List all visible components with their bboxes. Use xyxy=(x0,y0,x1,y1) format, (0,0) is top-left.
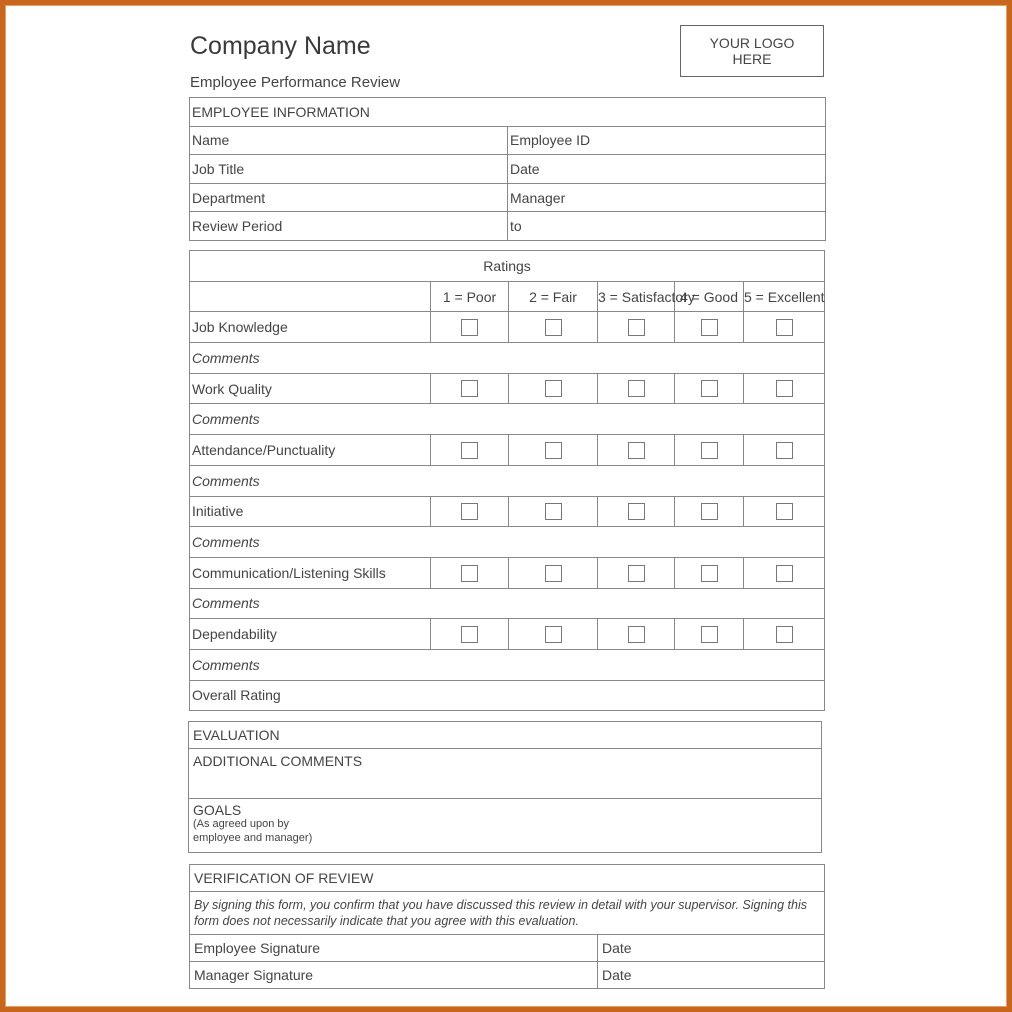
criterion-label: Initiative xyxy=(190,496,431,527)
comments-field[interactable]: Comments xyxy=(190,404,825,435)
rating-checkbox[interactable] xyxy=(461,565,478,582)
form-title: Employee Performance Review xyxy=(190,74,401,91)
rating-level-4: 4 = Good xyxy=(675,281,744,312)
ratings-header-blank xyxy=(190,281,431,312)
comments-field[interactable]: Comments xyxy=(190,527,825,558)
rating-checkbox[interactable] xyxy=(701,442,718,459)
rating-checkbox[interactable] xyxy=(545,503,562,520)
evaluation-heading: EVALUATION xyxy=(189,722,822,749)
rating-level-1: 1 = Poor xyxy=(431,281,509,312)
rating-checkbox[interactable] xyxy=(701,380,718,397)
date-field[interactable]: Date xyxy=(508,155,826,184)
logo-placeholder xyxy=(680,25,824,77)
rating-checkbox[interactable] xyxy=(461,626,478,643)
additional-comments-field[interactable]: ADDITIONAL COMMENTS xyxy=(189,749,822,799)
employee-signature-field[interactable]: Employee Signature xyxy=(190,935,598,962)
rating-checkbox[interactable] xyxy=(545,442,562,459)
overall-rating-field[interactable]: Overall Rating xyxy=(190,680,825,711)
criterion-row xyxy=(190,312,825,343)
logo-text: YOUR LOGO HERE xyxy=(709,35,795,67)
manager-signature-field[interactable]: Manager Signature xyxy=(190,962,598,989)
criterion-row xyxy=(190,435,825,466)
criterion-label: Work Quality xyxy=(190,373,431,404)
rating-checkbox[interactable] xyxy=(776,380,793,397)
rating-level-2: 2 = Fair xyxy=(509,281,598,312)
comments-field[interactable]: Comments xyxy=(190,649,825,680)
rating-checkbox[interactable] xyxy=(628,565,645,582)
criterion-label: Attendance/Punctuality xyxy=(190,435,431,466)
criterion-row xyxy=(190,496,825,527)
rating-checkbox[interactable] xyxy=(628,503,645,520)
rating-checkbox[interactable] xyxy=(776,565,793,582)
rating-checkbox[interactable] xyxy=(545,380,562,397)
criterion-label: Job Knowledge xyxy=(190,312,431,343)
rating-checkbox[interactable] xyxy=(628,319,645,336)
goals-label: GOALS xyxy=(193,802,242,818)
criterion-label: Communication/Listening Skills xyxy=(190,557,431,588)
company-name: Company Name xyxy=(190,32,371,60)
employee-signature-date-field[interactable]: Date xyxy=(598,935,825,962)
rating-checkbox[interactable] xyxy=(545,319,562,336)
rating-level-3: 3 = Satisfactory xyxy=(598,281,675,312)
rating-checkbox[interactable] xyxy=(628,380,645,397)
manager-field[interactable]: Manager xyxy=(508,183,826,212)
goals-note-line2: employee and manager) xyxy=(193,832,313,844)
rating-checkbox[interactable] xyxy=(776,442,793,459)
rating-checkbox[interactable] xyxy=(776,503,793,520)
rating-checkbox[interactable] xyxy=(701,319,718,336)
job-title-field[interactable]: Job Title xyxy=(190,155,508,184)
review-period-end-field[interactable]: to xyxy=(508,212,826,241)
employee-id-field[interactable]: Employee ID xyxy=(508,126,826,155)
criterion-row xyxy=(190,373,825,404)
verification-table xyxy=(189,864,825,989)
rating-checkbox[interactable] xyxy=(628,626,645,643)
rating-checkbox[interactable] xyxy=(776,626,793,643)
comments-field[interactable]: Comments xyxy=(190,465,825,496)
rating-checkbox[interactable] xyxy=(628,442,645,459)
rating-checkbox[interactable] xyxy=(461,442,478,459)
criterion-row xyxy=(190,557,825,588)
ratings-table xyxy=(189,250,825,711)
comments-field[interactable]: Comments xyxy=(190,343,825,374)
rating-checkbox[interactable] xyxy=(701,503,718,520)
employee-info-table xyxy=(189,97,826,241)
rating-checkbox[interactable] xyxy=(461,319,478,336)
ratings-heading: Ratings xyxy=(190,251,825,282)
verification-note: By signing this form, you confirm that you have discussed this review in detail with your supervisor. Signing this form does not necessarily indicate that you agree with this evaluation. xyxy=(190,892,825,935)
manager-signature-date-field[interactable]: Date xyxy=(598,962,825,989)
verification-heading: VERIFICATION OF REVIEW xyxy=(190,865,825,892)
goals-field[interactable] xyxy=(189,799,822,853)
goals-note-line1: (As agreed upon by xyxy=(193,818,290,830)
rating-checkbox[interactable] xyxy=(545,626,562,643)
rating-checkbox[interactable] xyxy=(545,565,562,582)
department-field[interactable]: Department xyxy=(190,183,508,212)
rating-checkbox[interactable] xyxy=(461,503,478,520)
criterion-row xyxy=(190,619,825,650)
rating-checkbox[interactable] xyxy=(461,380,478,397)
rating-checkbox[interactable] xyxy=(701,626,718,643)
rating-checkbox[interactable] xyxy=(776,319,793,336)
name-field[interactable]: Name xyxy=(190,126,508,155)
comments-field[interactable]: Comments xyxy=(190,588,825,619)
rating-level-5: 5 = Excellent xyxy=(744,281,825,312)
employee-info-heading: EMPLOYEE INFORMATION xyxy=(190,98,826,127)
evaluation-table xyxy=(188,721,822,853)
review-period-start-field[interactable]: Review Period xyxy=(190,212,508,241)
criterion-label: Dependability xyxy=(190,619,431,650)
rating-checkbox[interactable] xyxy=(701,565,718,582)
